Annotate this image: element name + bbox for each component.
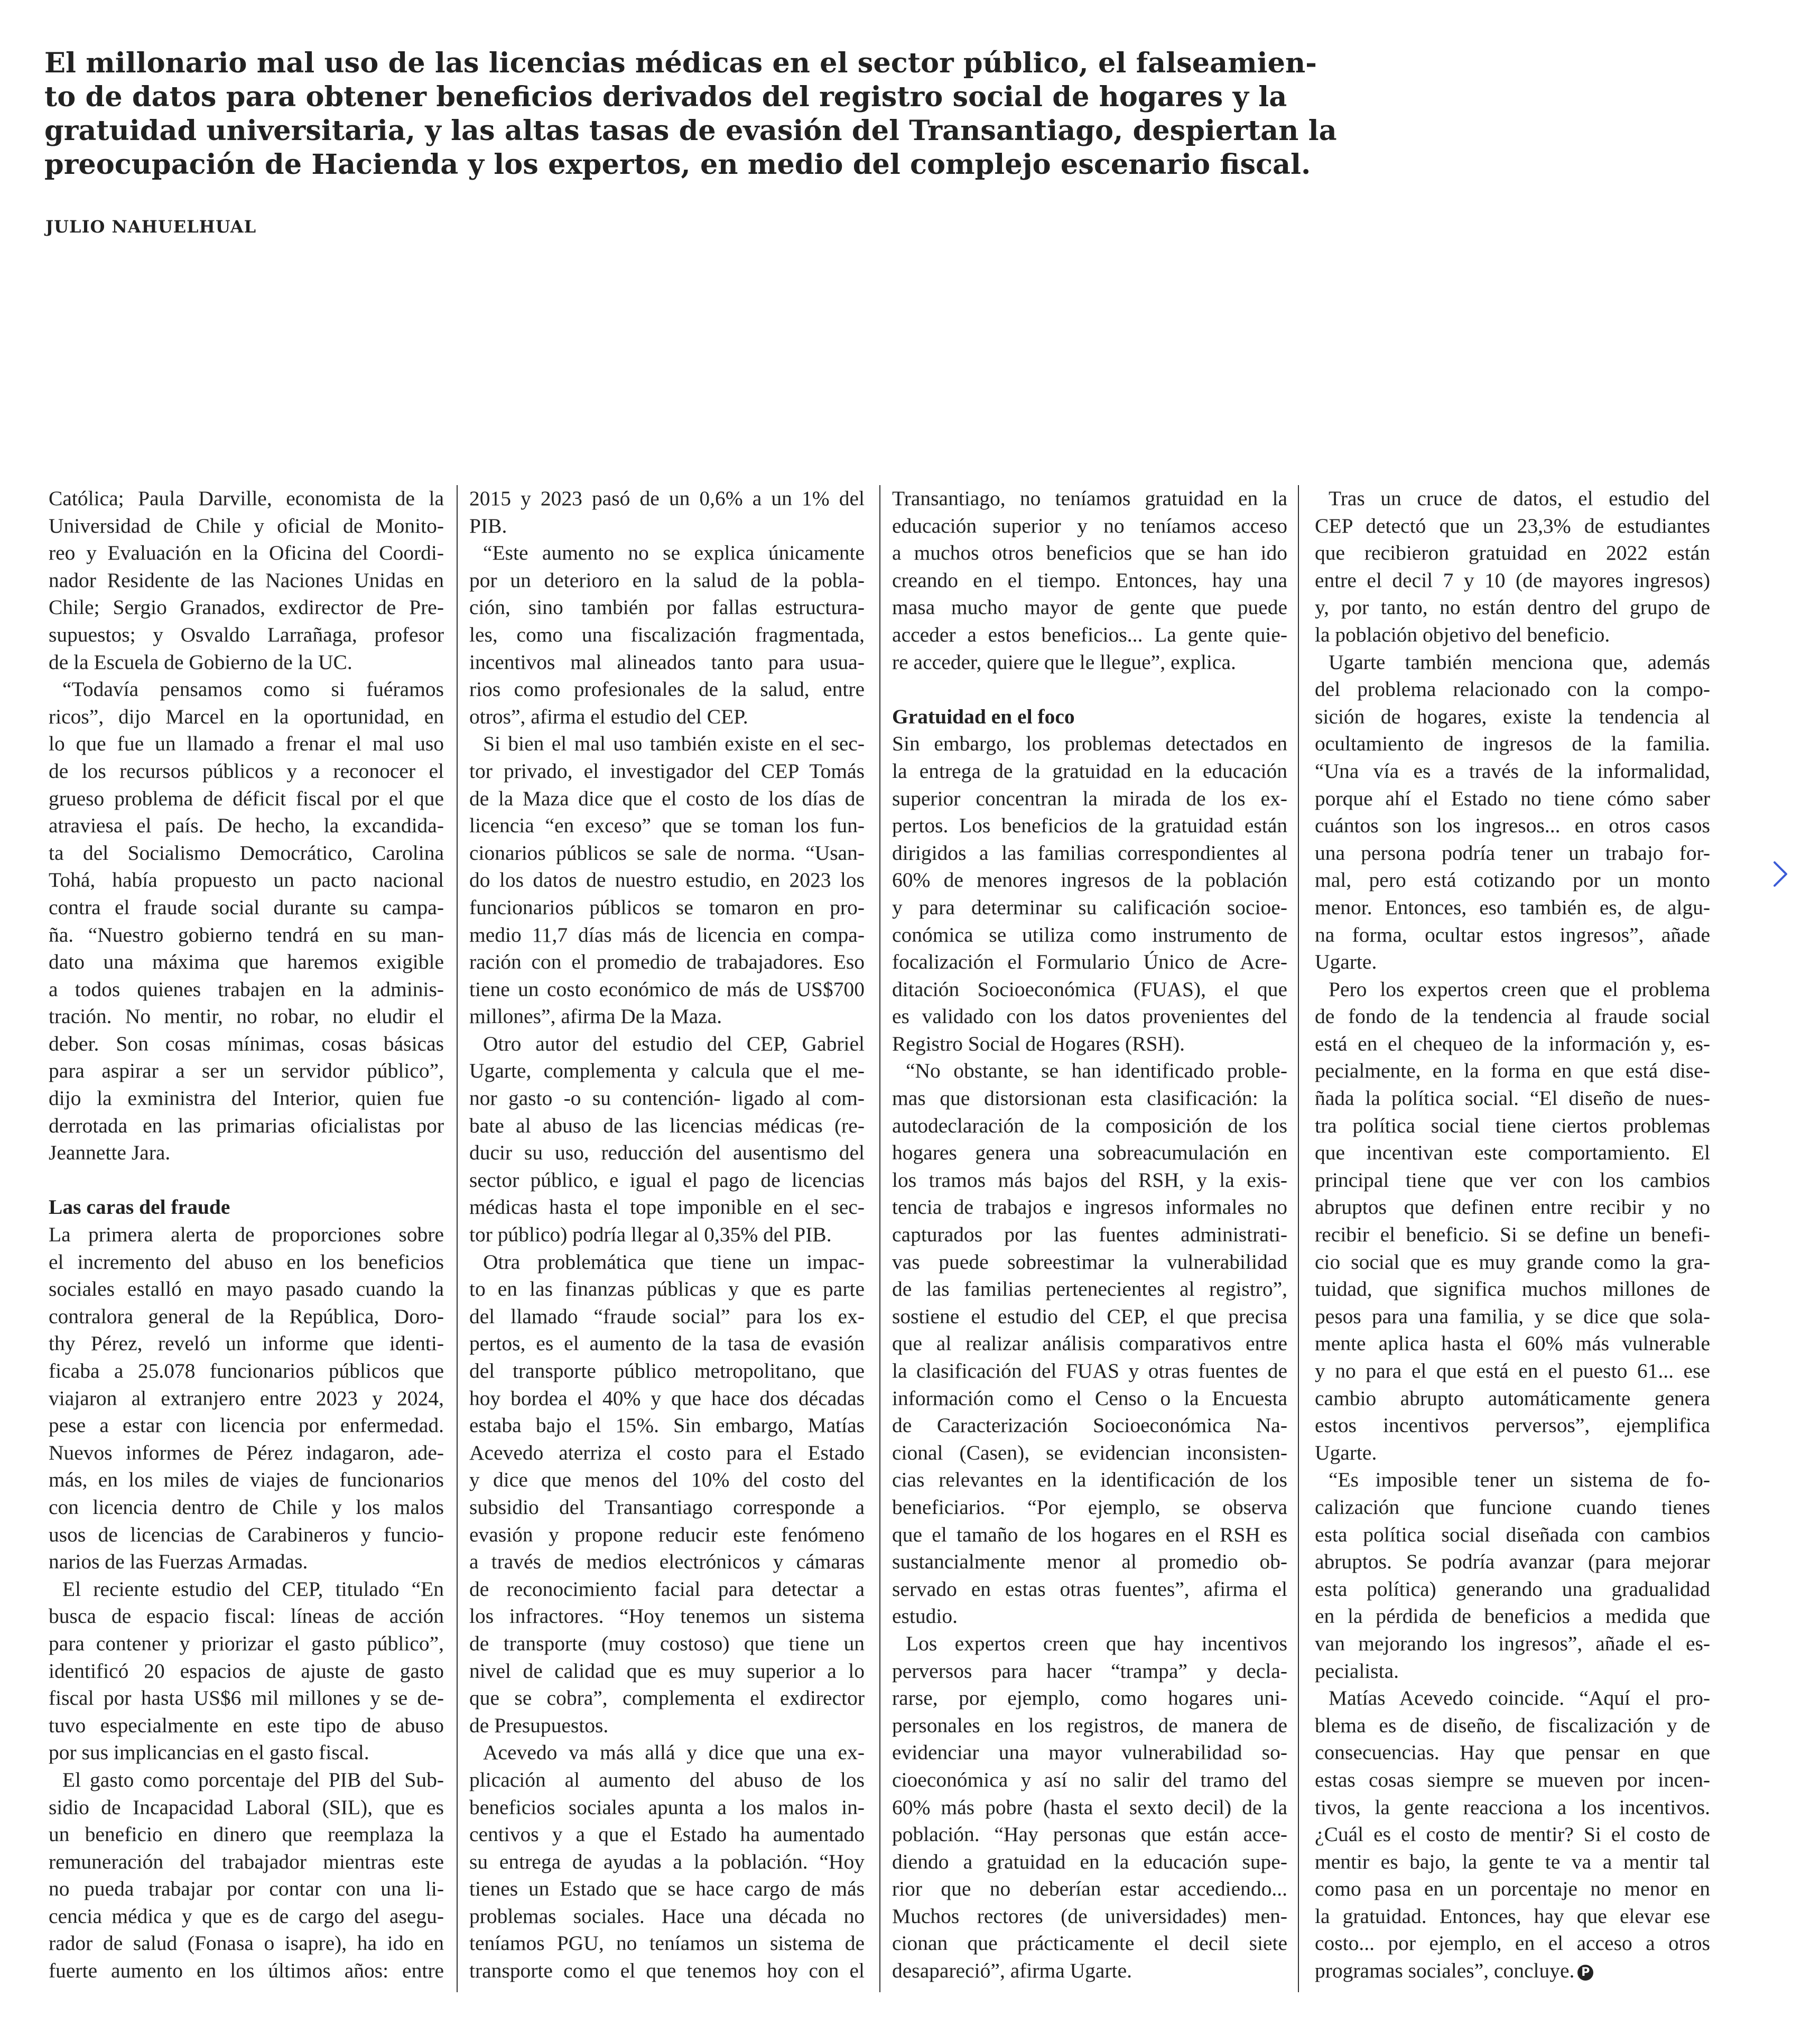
text-line: contralora general de la República, Doro- — [49, 1304, 444, 1328]
text-line: sidio de Incapacidad Laboral (SIL), que es — [49, 1795, 444, 1819]
text-line: a muchos otros beneficios que se han ido — [892, 541, 1287, 565]
text-line: la entrega de la gratuidad en la educación — [892, 759, 1287, 783]
text-line: tuvo especialmente en este tipo de abuso — [49, 1713, 444, 1737]
text-line: nivel de calidad que es muy superior a lo — [469, 1659, 865, 1683]
text-line: van mejorando los ingresos”, añade el es- — [1315, 1631, 1710, 1655]
text-line: de las familias pertenecientes al registro”, — [892, 1277, 1287, 1301]
paragraph-gap — [49, 1167, 444, 1194]
text-line: hoy bordea el 40% y que hace dos décadas — [469, 1386, 865, 1410]
article-headline — [44, 47, 1337, 182]
text-line: supuestos; y Osvaldo Larrañaga, profesor — [49, 623, 444, 646]
text-line: fiscal por hasta US$6 mil millones y se de- — [49, 1686, 444, 1710]
text-line: del llamado “fraude social” para los ex- — [469, 1304, 865, 1328]
text-line: que recibieron gratuidad en 2022 están — [1315, 541, 1710, 565]
text-line: re acceder, quiere que le llegue”, explica. — [892, 650, 1236, 674]
text-line: Tohá, había propuesto un pacto nacional — [49, 868, 444, 892]
text-line: Otro autor del estudio del CEP, Gabriel — [483, 1032, 865, 1055]
text-line: estas cosas siempre se mueven por incen- — [1315, 1768, 1710, 1791]
text-line: Ugarte, complementa y calcula que el me- — [469, 1059, 865, 1083]
column-divider — [457, 485, 458, 1992]
text-line: Muchos rectores (de universidades) men- — [892, 1904, 1287, 1928]
text-line: hogares genera una sobreacumulación en — [892, 1141, 1287, 1165]
text-line: costo... por ejemplo, en el acceso a otros — [1315, 1931, 1710, 1955]
text-line: la gratuidad. Entonces, hay que elevar ese — [1315, 1904, 1710, 1928]
text-line: beneficiarios. “Por ejemplo, se observa — [892, 1495, 1287, 1519]
text-line: cambio abrupto automáticamente genera — [1315, 1386, 1710, 1410]
next-page-button[interactable] — [1766, 852, 1795, 896]
text-line: diendo a gratuidad en la educación supe- — [892, 1850, 1287, 1873]
text-line: cias relevantes en la identificación de los — [892, 1468, 1287, 1492]
text-line: abruptos que definen entre recibir y no — [1315, 1195, 1710, 1219]
section-subheading: Gratuidad en el foco — [892, 704, 1075, 728]
text-line: atraviesa el país. De hecho, la excandida- — [49, 814, 444, 838]
headline-line: preocupación de Hacienda y los expertos, en medio del complejo escenario fiscal. — [44, 148, 1311, 181]
text-line: “Este aumento no se explica únicamente — [483, 541, 865, 565]
text-line: “No obstante, se han identificado proble- — [906, 1059, 1287, 1083]
headline-line: gratuidad universitaria, y las altas tasas de evasión del Transantiago, despiertan la — [44, 115, 1337, 147]
headline-line: El millonario mal uso de las licencias médicas en el sector público, el falseamien- — [44, 47, 1317, 79]
text-line: educación superior y no teníamos acceso — [892, 514, 1287, 537]
text-line: el incremento del abuso en los beneficios — [49, 1250, 444, 1274]
text-line: medio 11,7 días más de licencia en compa- — [469, 923, 865, 946]
text-line: millones”, afirma De la Maza. — [469, 1005, 722, 1028]
text-line: Pero los expertos creen que el problema — [1329, 977, 1710, 1001]
text-line: de transporte (muy costoso) que tiene un — [469, 1631, 865, 1655]
text-line: Registro Social de Hogares (RSH). — [892, 1032, 1185, 1055]
text-line: y para determinar su calificación socioe- — [892, 895, 1287, 919]
text-line: Ugarte también menciona que, además — [1329, 650, 1710, 674]
text-line: La primera alerta de proporciones sobre — [49, 1223, 444, 1247]
text-line: Matías Acevedo coincide. “Aquí el pro- — [1329, 1686, 1710, 1710]
text-line: menor. Entonces, eso también es, de algu- — [1315, 895, 1710, 919]
text-line: Tras un cruce de datos, el estudio del — [1329, 487, 1710, 510]
text-line: transporte como el que tenemos hoy con el — [469, 1959, 865, 1983]
text-line: problemas sociales. Hace una década no — [469, 1904, 865, 1928]
text-line: esta política) generando una gradualidad — [1315, 1577, 1710, 1601]
text-line: en la pérdida de beneficios a medida que — [1315, 1604, 1710, 1628]
text-line: esta política social diseñada con cambios — [1315, 1522, 1710, 1546]
text-line: rios como profesionales de la salud, entre — [469, 677, 865, 701]
text-line: a través de medios electrónicos y cámaras — [469, 1550, 865, 1574]
text-line: to en las finanzas públicas y que es parte — [469, 1277, 865, 1301]
text-line: incentivos mal alineados tanto para usua- — [469, 650, 865, 674]
text-line: Los expertos creen que hay incentivos — [906, 1631, 1287, 1655]
text-line: mentir es bajo, la gente te va a mentir tal — [1315, 1850, 1710, 1873]
text-line: dijo la exministra del Interior, quien fue — [49, 1086, 444, 1110]
text-line: thy Pérez, reveló un informe que identi- — [49, 1332, 444, 1355]
text-line: 60% más pobre (hasta el sexto decil) de la — [892, 1795, 1287, 1819]
text-line: la clasificación del FUAS y otras fuentes de — [892, 1359, 1287, 1382]
text-line: ditación Socioeconómica (FUAS), el que — [892, 977, 1287, 1001]
text-line: les, como una fiscalización fragmentada, — [469, 623, 865, 646]
text-line: porque ahí el Estado no tiene cómo saber — [1315, 786, 1710, 810]
text-line: Si bien el mal uso también existe en el sec- — [483, 732, 865, 756]
text-line: sostiene el estudio del CEP, el que precisa — [892, 1304, 1287, 1328]
paragraph-gap — [892, 676, 1287, 703]
text-line: recibir el beneficio. Si se define un benefi- — [1315, 1223, 1710, 1247]
text-line: subsidio del Transantiago corresponde a — [469, 1495, 865, 1519]
text-line: “Una vía es a través de la informalidad, — [1315, 759, 1710, 783]
column-divider — [879, 485, 880, 1992]
text-line: entre el decil 7 y 10 (de mayores ingresos) — [1315, 568, 1710, 592]
text-line: masa mucho mayor de gente que puede — [892, 596, 1287, 619]
text-line: evidenciar una mayor vulnerabilidad so- — [892, 1741, 1287, 1764]
text-line: un beneficio en dinero que reemplaza la — [49, 1823, 444, 1846]
text-line: ñada la política social. “El diseño de nues- — [1315, 1086, 1710, 1110]
text-line: para contener y priorizar el gasto público”, — [49, 1631, 444, 1655]
text-line: dirigidos a las familias correspondientes al — [892, 841, 1287, 865]
text-line: pecialista. — [1315, 1659, 1399, 1683]
text-line: cionan que prácticamente el decil siete — [892, 1931, 1287, 1955]
text-line: médicas hasta el tope imponible en el sec- — [469, 1195, 865, 1219]
text-line: usos de licencias de Carabineros y funcio- — [49, 1522, 444, 1546]
text-line: licencia “en exceso” que se toman los fun- — [469, 814, 865, 838]
text-line: ducir su uso, reducción del ausentismo del — [469, 1141, 865, 1165]
text-line: personales en los registros, de manera de — [892, 1713, 1287, 1737]
text-line: deber. Son cosas mínimas, cosas básicas — [49, 1032, 444, 1055]
text-line: vas puede sobreestimar la vulnerabilidad — [892, 1250, 1287, 1274]
text-line: busca de espacio fiscal: líneas de acción — [49, 1604, 444, 1628]
text-line: por sus implicancias en el gasto fiscal. — [49, 1741, 369, 1764]
text-line: es validado con los datos provenientes del — [892, 1005, 1287, 1028]
text-line: mente aplica hasta el 60% más vulnerable — [1315, 1332, 1710, 1355]
text-line: servado en estas otras fuentes”, afirma el — [892, 1577, 1287, 1601]
column-divider — [1298, 485, 1299, 1992]
text-line: mas que distorsionan esta clasificación: la — [892, 1086, 1287, 1110]
text-line: estaba bajo el 15%. Sin embargo, Matías — [469, 1414, 865, 1437]
text-line: con licencia dentro de Chile y los malos — [49, 1495, 444, 1519]
text-line: Ugarte. — [1315, 950, 1377, 974]
text-line: Chile; Sergio Granados, exdirector de Pre- — [49, 596, 444, 619]
text-line: ricos”, dijo Marcel en la oportunidad, en — [49, 704, 444, 728]
chevron-right-icon — [1772, 860, 1788, 888]
text-line: desapareció”, afirma Ugarte. — [892, 1959, 1132, 1983]
text-line: lo que fue un llamado a frenar el mal uso — [49, 732, 444, 756]
text-line: El gasto como porcentaje del PIB del Sub- — [62, 1768, 444, 1791]
text-line: “Todavía pensamos como si fuéramos — [62, 677, 444, 701]
text-line: contra el fraude social durante su campa- — [49, 895, 444, 919]
text-line: sector público, e igual el pago de licencias — [469, 1168, 865, 1192]
text-line: superior concentran la mirada de los ex- — [892, 786, 1287, 810]
text-line: capturados por las fuentes administrati- — [892, 1223, 1287, 1247]
text-line: na forma, ocultar estos ingresos”, añade — [1315, 923, 1710, 946]
text-line: viajaron al extranjero entre 2023 y 2024, — [49, 1386, 444, 1410]
text-line: CEP detectó que un 23,3% de estudiantes — [1315, 514, 1710, 537]
text-line: pecialmente, en la forma en que está dise- — [1315, 1059, 1710, 1083]
text-line: ocultamiento de ingresos de la familia. — [1315, 732, 1710, 756]
text-line: tivos, la gente reacciona a los incentivos. — [1315, 1795, 1710, 1819]
text-line: acceder a estos beneficios... La gente quie- — [892, 623, 1287, 646]
text-line: nor gasto -o su contención- ligado al com- — [469, 1086, 865, 1110]
text-line: principal tiene que ver con los cambios — [1315, 1168, 1710, 1192]
text-line: Nuevos informes de Pérez indagaron, ade- — [49, 1441, 444, 1464]
text-line: derrotada en las primarias oficialistas por — [49, 1113, 444, 1137]
text-line: de la Escuela de Gobierno de la UC. — [49, 650, 352, 674]
text-line: remuneración del trabajador mientras este — [49, 1850, 444, 1873]
section-subheading: Las caras del fraude — [49, 1195, 230, 1219]
text-line: no pueda trabajar por contar con una li- — [49, 1877, 444, 1901]
text-line: autodeclaración de la composición de los — [892, 1113, 1287, 1137]
text-line: tor público) podría llegar al 0,35% del PIB. — [469, 1223, 832, 1247]
text-line: que se cobra”, complementa el exdirector — [469, 1686, 865, 1710]
text-line: calización que funcione cuando tienes — [1315, 1495, 1710, 1519]
text-line: dato una máxima que haremos exigible — [49, 950, 444, 974]
text-line: ¿Cuál es el costo de mentir? Si el costo de — [1315, 1823, 1710, 1846]
text-line: identificó 20 espacios de ajuste de gasto — [49, 1659, 444, 1683]
text-line: de los recursos públicos y a reconocer el — [49, 759, 444, 783]
text-line: tencia de trabajos e ingresos informales no — [892, 1195, 1287, 1219]
text-line: pesos para una familia, y se dice que sola- — [1315, 1304, 1710, 1328]
text-line: perversos para hacer “trampa” y decla- — [892, 1659, 1287, 1683]
text-line: Ugarte. — [1315, 1441, 1377, 1464]
text-line: ficaba a 25.078 funcionarios públicos que — [49, 1359, 444, 1382]
text-line: los tramos más bajos del RSH, y la exis- — [892, 1168, 1287, 1192]
text-line: de Caracterización Socioeconómica Na- — [892, 1414, 1287, 1437]
article-column-2 — [469, 485, 865, 1985]
text-line: que el tamaño de los hogares en el RSH es — [892, 1522, 1287, 1546]
text-line: estos incentivos perversos”, ejemplifica — [1315, 1414, 1710, 1437]
text-line: de fondo de la tendencia al fraude social — [1315, 1005, 1710, 1028]
text-line: fuerte aumento en los últimos años: entre — [49, 1959, 444, 1983]
text-line: rarse, por ejemplo, como hogares uni- — [892, 1686, 1287, 1710]
text-line: sición de hogares, existe la tendencia al — [1315, 704, 1710, 728]
text-line: está en el chequeo de la información y, es- — [1315, 1032, 1710, 1055]
text-line: nador Residente de las Naciones Unidas en — [49, 568, 444, 592]
text-line: que al realizar análisis comparativos entre — [892, 1332, 1287, 1355]
text-line: una persona podría tener un trabajo for- — [1315, 841, 1710, 865]
text-line: tiene un costo económico de más de US$700 — [469, 977, 865, 1001]
text-line: creando en el tiempo. Entonces, hay una — [892, 568, 1287, 592]
text-line: do los datos de nuestro estudio, en 2023 los — [469, 868, 865, 892]
text-line: PIB. — [469, 514, 507, 537]
text-line: consecuencias. Hay que pensar en que — [1315, 1741, 1710, 1764]
text-line: tración. No mentir, no robar, no eludir el — [49, 1005, 444, 1028]
text-line: programas sociales”, concluye. — [1315, 1959, 1575, 1983]
end-mark-icon: P — [1577, 1965, 1593, 1981]
text-line: grueso problema de déficit fiscal por el que — [49, 786, 444, 810]
text-line: a todos quienes trabajen en la adminis- — [49, 977, 444, 1001]
text-line: y, por tanto, no están dentro del grupo de — [1315, 596, 1710, 619]
text-line: reo y Evaluación en la Oficina del Coordi- — [49, 541, 444, 565]
text-line: Otra problemática que tiene un impac- — [483, 1250, 865, 1274]
text-line: rador de salud (Fonasa o isapre), ha ido en — [49, 1931, 444, 1955]
article-column-3 — [892, 485, 1287, 1985]
article-column-4 — [1315, 485, 1710, 1985]
text-line: 2015 y 2023 pasó de un 0,6% a un 1% del — [469, 487, 865, 510]
text-line: “Es imposible tener un sistema de fo- — [1329, 1468, 1710, 1492]
text-line: cional (Casen), se evidencian inconsisten- — [892, 1441, 1287, 1464]
text-line: teníamos PGU, no teníamos un sistema de — [469, 1931, 865, 1955]
text-line: Transantiago, no teníamos gratuidad en la — [892, 487, 1287, 510]
text-line: focalización el Formulario Único de Acre- — [892, 950, 1287, 974]
text-line: la población objetivo del beneficio. — [1315, 623, 1610, 646]
text-line: por un deterioro en la salud de la pobla- — [469, 568, 865, 592]
text-line: pertos. Los beneficios de la gratuidad están — [892, 814, 1287, 838]
text-line: ña. “Nuestro gobierno tendrá en su man- — [49, 923, 444, 946]
text-line: blema es de diseño, de fiscalización y de — [1315, 1713, 1710, 1737]
text-line: mal, pero está cotizando por un monto — [1315, 868, 1710, 892]
text-line: de Presupuestos. — [469, 1713, 609, 1737]
text-line: y dice que menos del 10% del costo del — [469, 1468, 865, 1492]
text-line: como pasa en un porcentaje no menor en — [1315, 1877, 1710, 1901]
text-line: los infractores. “Hoy tenemos un sistema — [469, 1604, 865, 1628]
text-line: 60% de menores ingresos de la población — [892, 868, 1287, 892]
text-line: cencia médica y que es de cargo del asegu- — [49, 1904, 444, 1928]
text-line: cio social que es muy grande como la gra- — [1315, 1250, 1710, 1274]
text-line: información como el Censo o la Encuesta — [892, 1386, 1287, 1410]
text-line: ración con el promedio de trabajadores. Eso — [469, 950, 865, 974]
text-line: cuántos son los ingresos... en otros casos — [1315, 814, 1710, 838]
text-line: sociales estalló en mayo pasado cuando la — [49, 1277, 444, 1301]
text-line: que incentivan este comportamiento. El — [1315, 1141, 1710, 1165]
text-line: Jeannette Jara. — [49, 1141, 171, 1165]
text-line: ta del Socialismo Democrático, Carolina — [49, 841, 444, 865]
text-line: ción, sino también por fallas estructura- — [469, 596, 865, 619]
text-line: evasión y propone reducir este fenómeno — [469, 1522, 865, 1546]
text-line: Sin embargo, los problemas detectados en — [892, 732, 1287, 756]
text-line: de la Maza dice que el costo de los días de — [469, 786, 865, 810]
text-line: tienes un Estado que se hace cargo de más — [469, 1877, 865, 1901]
text-line: pese a estar con licencia por enfermedad. — [49, 1414, 444, 1437]
text-line: su entrega de ayudas a la población. “Hoy — [469, 1850, 865, 1873]
text-line: abruptos. Se podría avanzar (para mejorar — [1315, 1550, 1710, 1574]
text-line: rior que no deberían estar accediendo... — [892, 1877, 1287, 1901]
text-line: conómica se utiliza como instrumento de — [892, 923, 1287, 946]
headline-line: to de datos para obtener beneficios derivados del registro social de hogares y la — [44, 81, 1287, 113]
article-column-1 — [49, 485, 444, 1985]
text-line: Universidad de Chile y oficial de Monito- — [49, 514, 444, 537]
text-line: bate al abuso de las licencias médicas (re- — [469, 1113, 865, 1137]
text-line: para aspirar a ser un servidor público”, — [49, 1059, 444, 1083]
text-line: narios de las Fuerzas Armadas. — [49, 1550, 308, 1574]
text-line: otros”, afirma el estudio del CEP. — [469, 704, 748, 728]
text-line: cioeconómica y así no salir del tramo del — [892, 1768, 1287, 1791]
text-line: cionarios públicos se sale de norma. “Usan- — [469, 841, 865, 865]
text-line: del problema relacionado con la compo- — [1315, 677, 1710, 701]
text-line: tra política social tiene ciertos problemas — [1315, 1113, 1710, 1137]
text-line: tuidad, que significa muchos millones de — [1315, 1277, 1710, 1301]
text-line: El reciente estudio del CEP, titulado “En — [62, 1577, 444, 1601]
text-line: Católica; Paula Darville, economista de la — [49, 487, 444, 510]
text-line: más, en los miles de viajes de funcionarios — [49, 1468, 444, 1492]
text-line: estudio. — [892, 1604, 958, 1628]
text-line: tor privado, el investigador del CEP Tomás — [469, 759, 865, 783]
text-line: y no para el que está en el puesto 61... ese — [1315, 1359, 1710, 1382]
text-line: centivos y a que el Estado ha aumentado — [469, 1823, 865, 1846]
text-line: de reconocimiento facial para detectar a — [469, 1577, 865, 1601]
byline: JULIO NAHUELHUAL — [45, 217, 257, 237]
text-line: del transporte público metropolitano, que — [469, 1359, 865, 1382]
text-line: plicación al aumento del abuso de los — [469, 1768, 865, 1791]
text-line: Acevedo va más allá y dice que una ex- — [483, 1741, 865, 1764]
text-line: beneficios sociales apunta a los malos in- — [469, 1795, 865, 1819]
text-line: funcionarios públicos se tomaron en pro- — [469, 895, 865, 919]
text-line: pertos, es el aumento de la tasa de evasión — [469, 1332, 865, 1355]
text-line: sustancialmente menor al promedio ob- — [892, 1550, 1287, 1574]
text-line: Acevedo aterriza el costo para el Estado — [469, 1441, 865, 1464]
text-line: población. “Hay personas que están acce- — [892, 1823, 1287, 1846]
